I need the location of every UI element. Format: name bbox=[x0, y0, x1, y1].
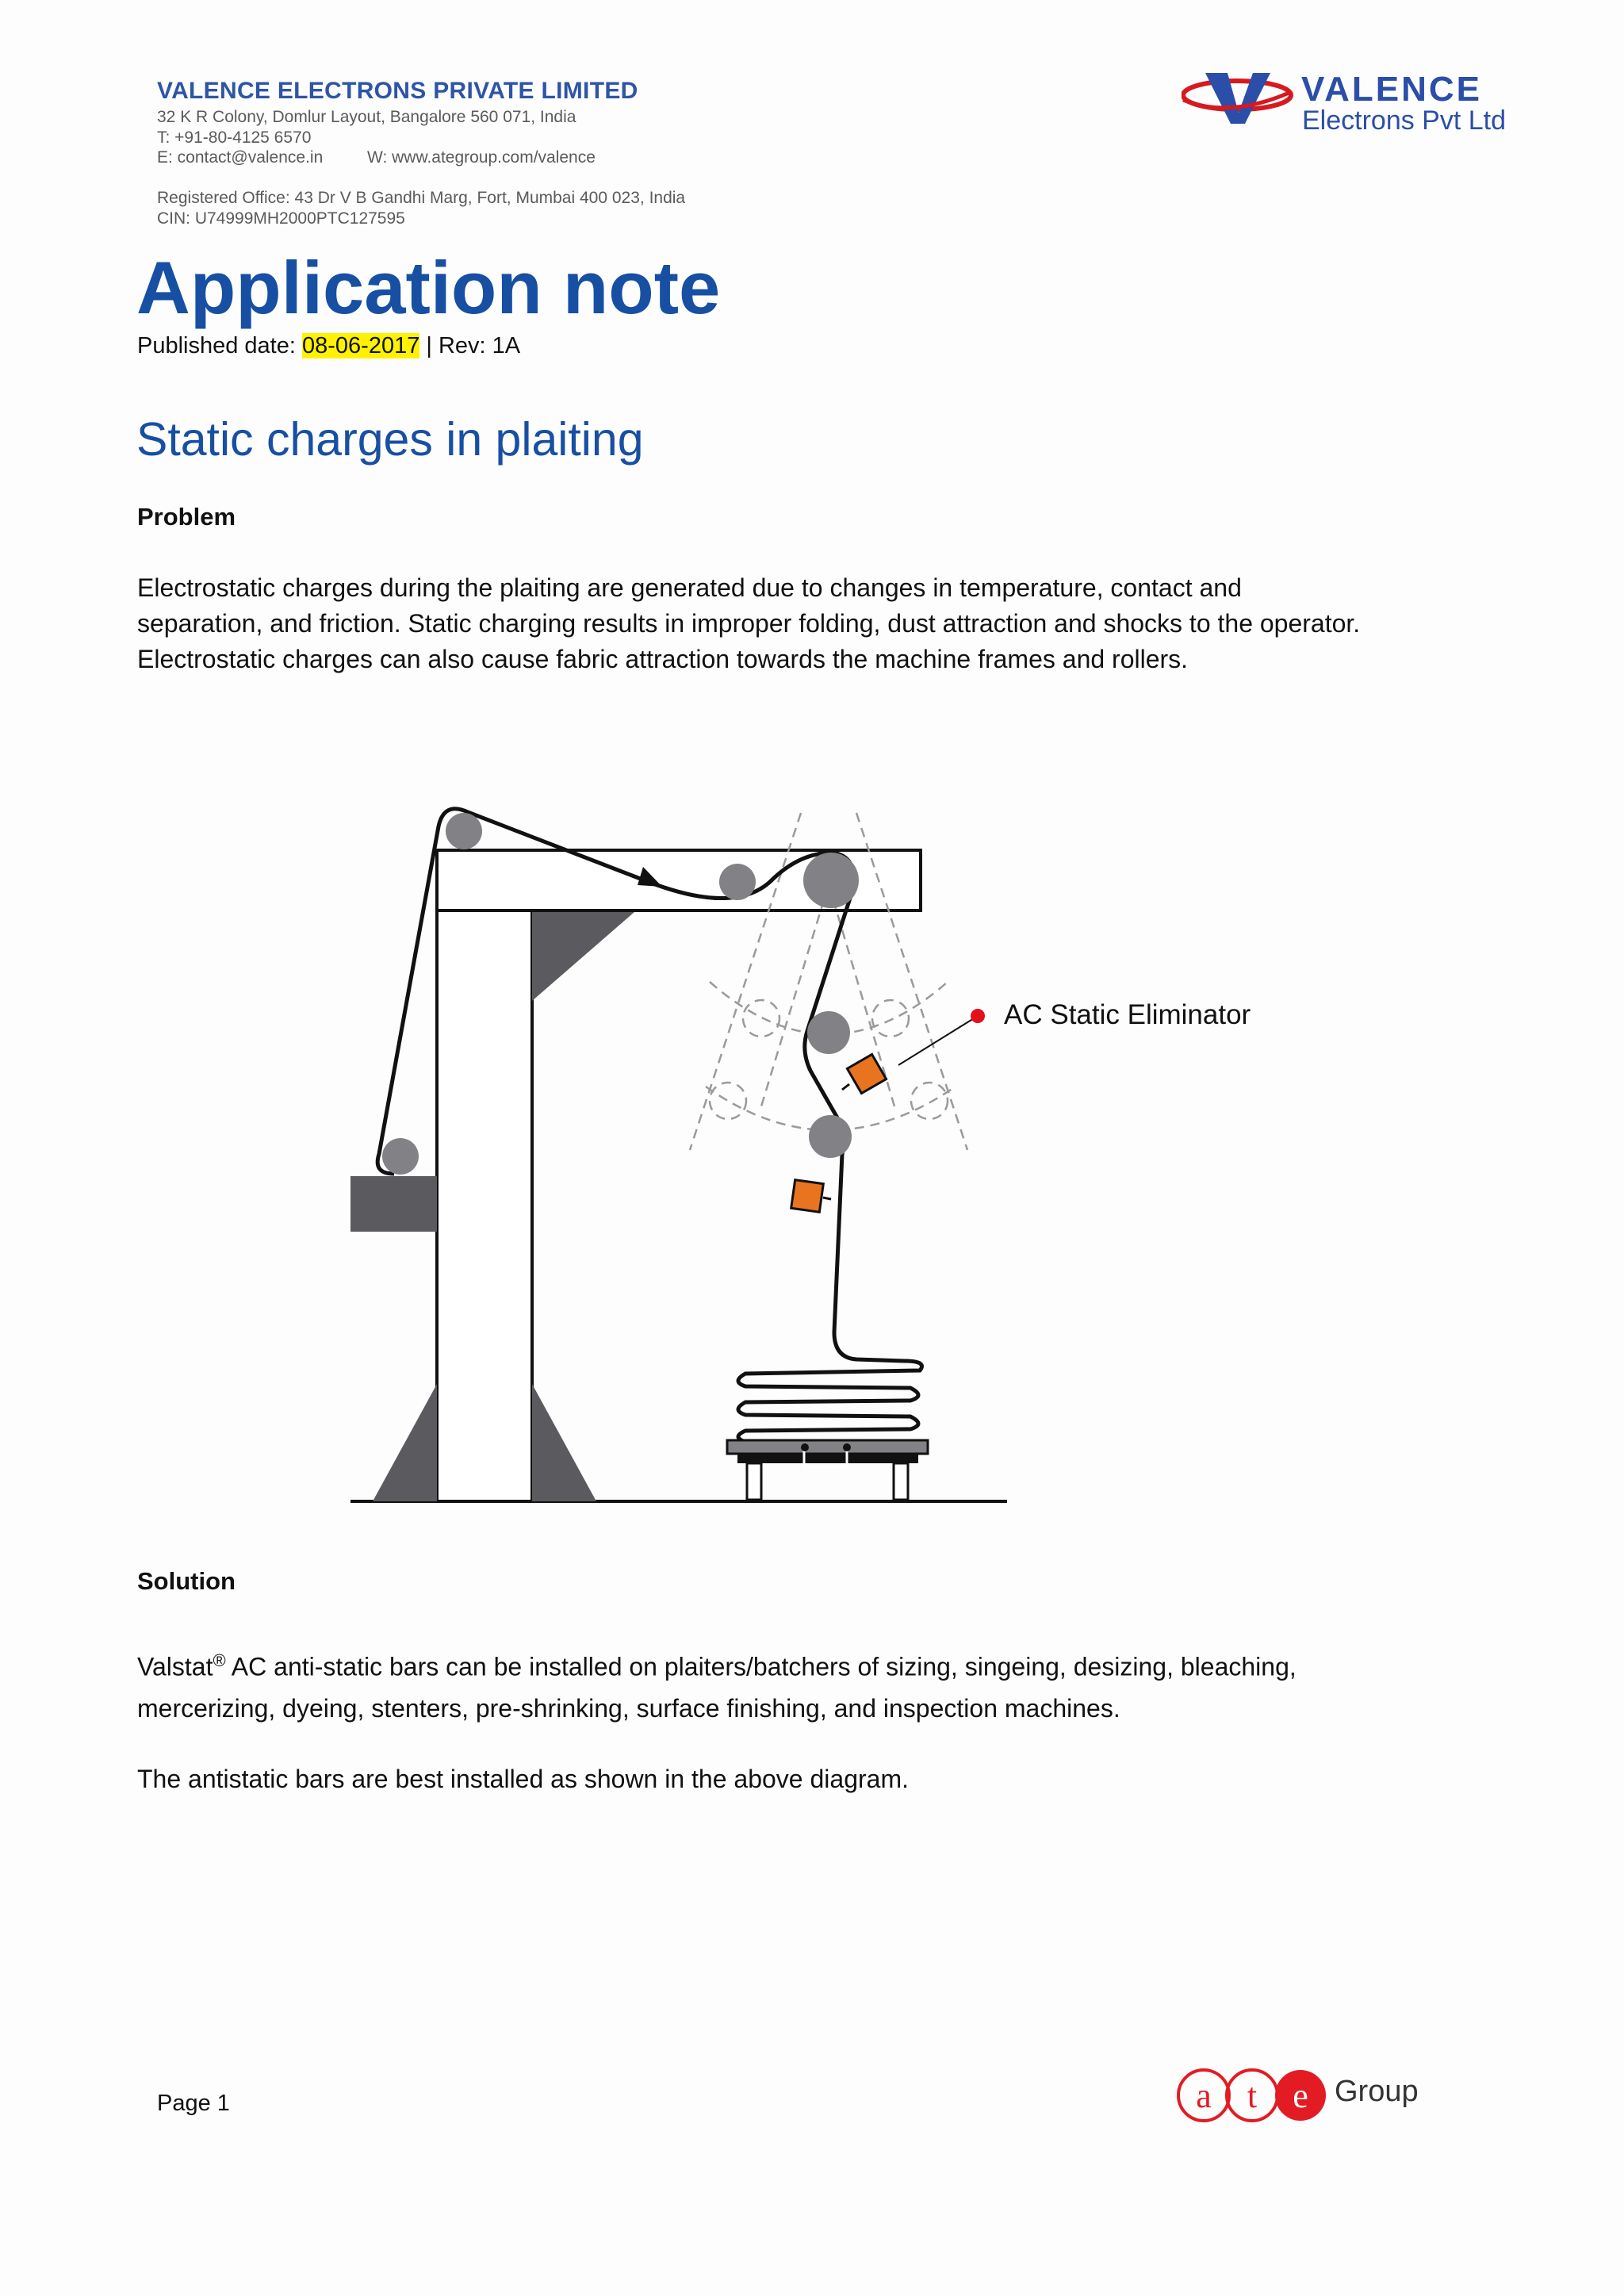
roller-main bbox=[803, 853, 859, 908]
problem-line: separation, and friction. Static charging results in improper folding, dust attraction and shocks to the operator. bbox=[137, 609, 1361, 638]
base-support-right bbox=[532, 1384, 596, 1501]
solution-line: mercerizing, dyeing, stenters, pre-shrinking, surface finishing, and inspection machines. bbox=[137, 1693, 1120, 1723]
trolley-platform bbox=[727, 1440, 928, 1454]
static-eliminator-upper bbox=[842, 1054, 887, 1093]
brand-name: Valstat bbox=[137, 1652, 213, 1681]
callout-dot bbox=[971, 1009, 985, 1023]
solution-note bbox=[137, 1761, 1485, 1797]
document-title: Application note bbox=[136, 246, 721, 329]
roller-swing-lower bbox=[809, 1115, 852, 1158]
registered-office: Registered Office: 43 Dr V B Gandhi Marg, Fort, Mumbai 400 023, India bbox=[157, 189, 686, 207]
solution-line bbox=[137, 1640, 1485, 1688]
published-label: Published date: bbox=[137, 333, 302, 358]
roller-swing-upper bbox=[807, 1011, 850, 1054]
callout-label: AC Static Eliminator bbox=[1004, 999, 1251, 1030]
solution-line: The antistatic bars are best installed as shown in the above diagram. bbox=[137, 1765, 909, 1793]
roller-top-left bbox=[446, 813, 482, 849]
ate-letter: e bbox=[1293, 2076, 1308, 2115]
roller-feed bbox=[382, 1138, 419, 1175]
machine-column bbox=[437, 910, 532, 1501]
published-date: 08-06-2017 bbox=[301, 333, 420, 358]
revision: | Rev: 1A bbox=[419, 333, 521, 358]
trolley-leg-left bbox=[747, 1463, 761, 1500]
company-name: VALENCE ELECTRONS PRIVATE LIMITED bbox=[157, 78, 638, 104]
company-cin: CIN: U74999MH2000PTC127595 bbox=[157, 209, 405, 228]
fabric-feed-box bbox=[350, 1176, 437, 1232]
roller-beam bbox=[719, 864, 756, 900]
problem-line: Electrostatic charges can also cause fabric attraction towards the machine frames and rollers. bbox=[137, 645, 1189, 673]
company-web: W: www.ategroup.com/valence bbox=[367, 148, 596, 167]
plaiting-machine-diagram bbox=[341, 793, 1308, 1523]
company-address: 32 K R Colony, Domlur Layout, Bangalore 560 071, India bbox=[157, 108, 576, 126]
trolley-leg-right bbox=[894, 1463, 908, 1500]
solution-text: AC anti-static bars can be installed on plaiters/batchers of sizing, singeing, desizing, bleaching, bbox=[225, 1652, 1297, 1681]
logo-wordmark: VALENCE bbox=[1301, 70, 1482, 109]
company-phone: T: +91-80-4125 6570 bbox=[157, 128, 312, 147]
company-email: E: contact@valence.in bbox=[157, 148, 324, 167]
solution-paragraph bbox=[137, 1640, 1485, 1729]
logo-subtitle: Electrons Pvt Ltd bbox=[1302, 105, 1507, 136]
page-number: Page 1 bbox=[157, 2091, 230, 2116]
beam-brace bbox=[532, 912, 634, 1001]
trolley-base bbox=[737, 1454, 918, 1463]
static-eliminator-lower bbox=[791, 1180, 831, 1213]
problem-line: Electrostatic charges during the plaiting are generated due to changes in temperature, contact and bbox=[137, 573, 1242, 602]
trolley-pin bbox=[843, 1443, 851, 1451]
folded-fabric-stack bbox=[738, 1361, 922, 1442]
base-support-left bbox=[373, 1384, 437, 1501]
problem-heading: Problem bbox=[137, 503, 236, 531]
section-title: Static charges in plaiting bbox=[136, 413, 644, 466]
trolley-pin bbox=[801, 1443, 809, 1451]
registered-mark: ® bbox=[213, 1650, 226, 1670]
published-line bbox=[137, 333, 520, 359]
group-label: Group bbox=[1335, 2075, 1419, 2108]
problem-paragraph bbox=[137, 570, 1485, 677]
ate-letter: t bbox=[1247, 2076, 1258, 2115]
solution-heading: Solution bbox=[137, 1567, 236, 1595]
ate-letter: a bbox=[1196, 2076, 1212, 2115]
